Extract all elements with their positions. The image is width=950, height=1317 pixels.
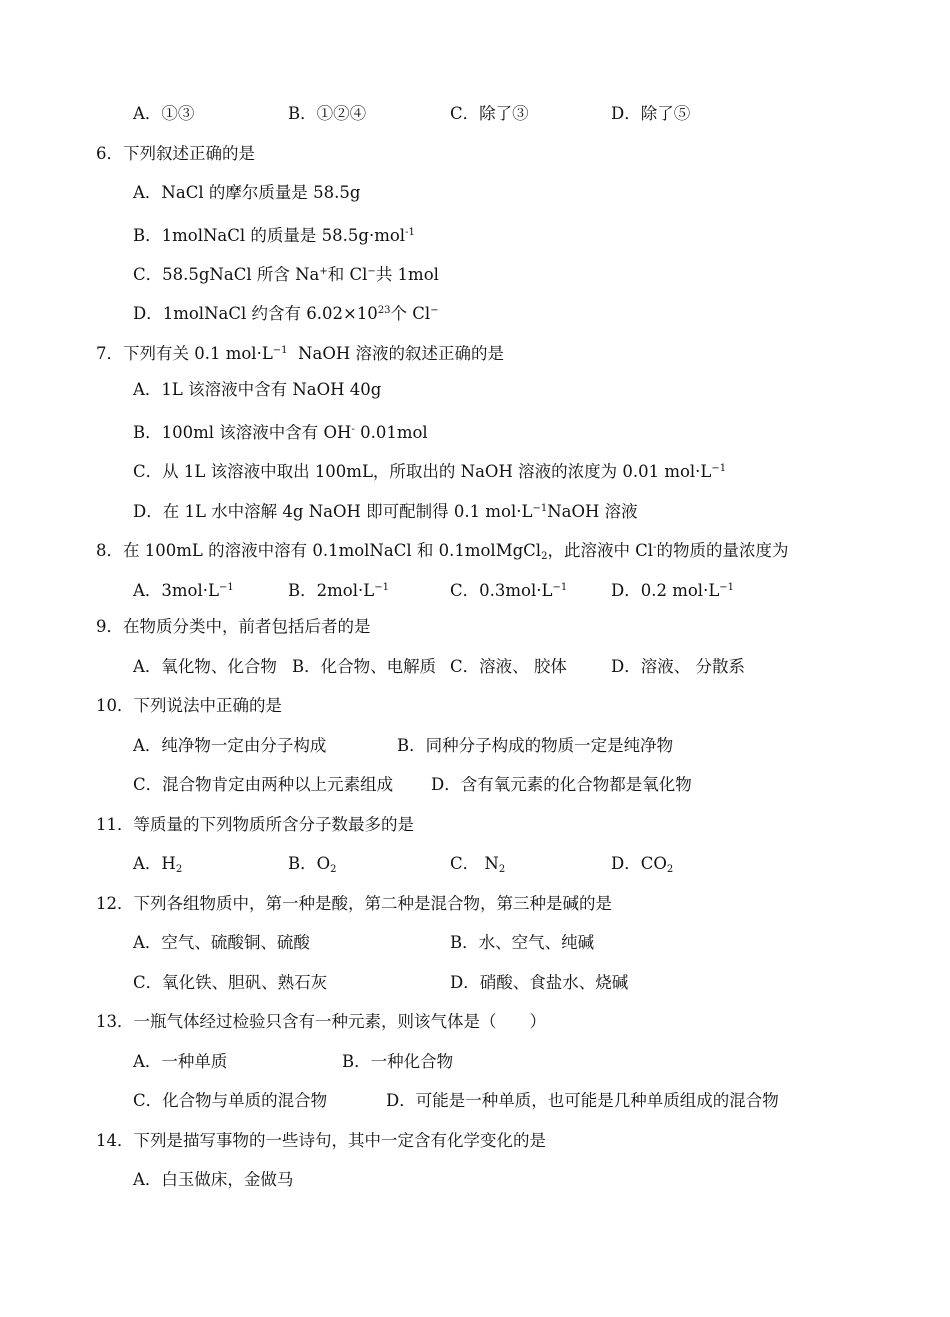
q13-stem: 13．一瓶气体经过检验只含有一种元素，则该气体是（ ） [96, 1012, 546, 1031]
q8-stem: 8．在 100mL 的溶液中溶有 0.1molNaCl 和 0.1molMgCl$_2$，此溶液中 Cl-的物质的量浓度为 [96, 541, 789, 562]
q6-option-d: D．1molNaCl 约含有 $6.02\times 10^{23}$个 Cl− [133, 304, 439, 323]
q11-option-a: A．$H_2$ [133, 854, 183, 875]
q11-option-d: D．$CO_2$ [611, 854, 674, 875]
q14-option-a: A．白玉做床，金做马 [133, 1170, 294, 1189]
q8-option-d: D．0.2 $mol\cdot L^{-1}$ [611, 581, 735, 600]
q9-option-d: D．溶液、 分散系 [611, 657, 745, 676]
q12-option-a: A．空气、硫酸铜、硫酸 [133, 933, 310, 952]
q9-stem: 9．在物质分类中，前者包括后者的是 [96, 617, 371, 636]
q7-option-b: B．100ml 该溶液中含有 OH- 0.01mol [133, 423, 428, 442]
q5-option-b: B．①②④ [288, 104, 367, 123]
q10-option-d: D．含有氧元素的化合物都是氧化物 [431, 775, 692, 794]
q12-option-b: B．水、空气、纯碱 [450, 933, 595, 952]
q12-option-d: D．硝酸、食盐水、烧碱 [450, 973, 629, 992]
q7-option-d: D．在 1L 水中溶解 4g NaOH 即可配制得 0.1 $mol\cdot L^{-1}NaOH$ 溶液 [133, 502, 638, 521]
q7-stem: 7．下列有关 0.1 $mol\cdot L^{-1}$ NaOH 溶液的叙述正确的是 [96, 344, 504, 363]
q11-stem: 11．等质量的下列物质所含分子数最多的是 [96, 815, 414, 834]
q9-option-a: A．氧化物、化合物 [133, 657, 277, 676]
q6-option-c: C．58.5gNaCl 所含 Na+和 Cl−共 1mol [133, 265, 439, 284]
q11-option-b: B．$O_2$ [288, 854, 337, 875]
q10-option-c: C．混合物肯定由两种以上元素组成 [133, 775, 394, 794]
q14-stem: 14．下列是描写事物的一些诗句，其中一定含有化学变化的是 [96, 1131, 546, 1150]
q13-option-b: B．一种化合物 [342, 1052, 454, 1071]
q8-option-b: B．$2mol\cdot L^{-1}$ [288, 581, 389, 600]
q8-option-a: A．$3mol\cdot L^{-1}$ [133, 581, 234, 600]
q12-option-c: C．氧化铁、胆矾、熟石灰 [133, 973, 328, 992]
q8-option-c: C．$0.3mol\cdot L^{-1}$ [450, 581, 568, 600]
q5-option-c: C．除了③ [450, 104, 529, 123]
q9-option-c: C．溶液、 胶体 [450, 657, 567, 676]
q5-option-a: A．①③ [133, 104, 195, 123]
q13-option-a: A．一种单质 [133, 1052, 228, 1071]
q12-stem: 12．下列各组物质中，第一种是酸，第二种是混合物，第三种是碱的是 [96, 894, 612, 913]
q9-option-b: B．化合物、电解质 [292, 657, 437, 676]
q10-option-a: A．纯净物一定由分子构成 [133, 736, 327, 755]
q7-option-a: A．1L 该溶液中含有 NaOH 40g [133, 380, 382, 399]
q7-option-c: C．从 1L 该溶液中取出 100mL，所取出的 NaOH 溶液的浓度为 0.01 $mol\cdot L^{-1}$ [133, 462, 727, 481]
q6-option-a: A．NaCl 的摩尔质量是 58.5g [133, 183, 361, 202]
q10-stem: 10．下列说法中正确的是 [96, 696, 282, 715]
q11-option-c: C． $N_2$ [450, 854, 506, 875]
q5-option-d: D．除了⑤ [611, 104, 691, 123]
q6-stem: 6．下列叙述正确的是 [96, 144, 255, 163]
q13-option-d: D．可能是一种单质，也可能是几种单质组成的混合物 [386, 1091, 779, 1110]
q6-option-b: B．1molNaCl 的质量是 58.5g·mol$^{-1}$ [133, 226, 415, 245]
q13-option-c: C．化合物与单质的混合物 [133, 1091, 328, 1110]
q10-option-b: B．同种分子构成的物质一定是纯净物 [397, 736, 674, 755]
